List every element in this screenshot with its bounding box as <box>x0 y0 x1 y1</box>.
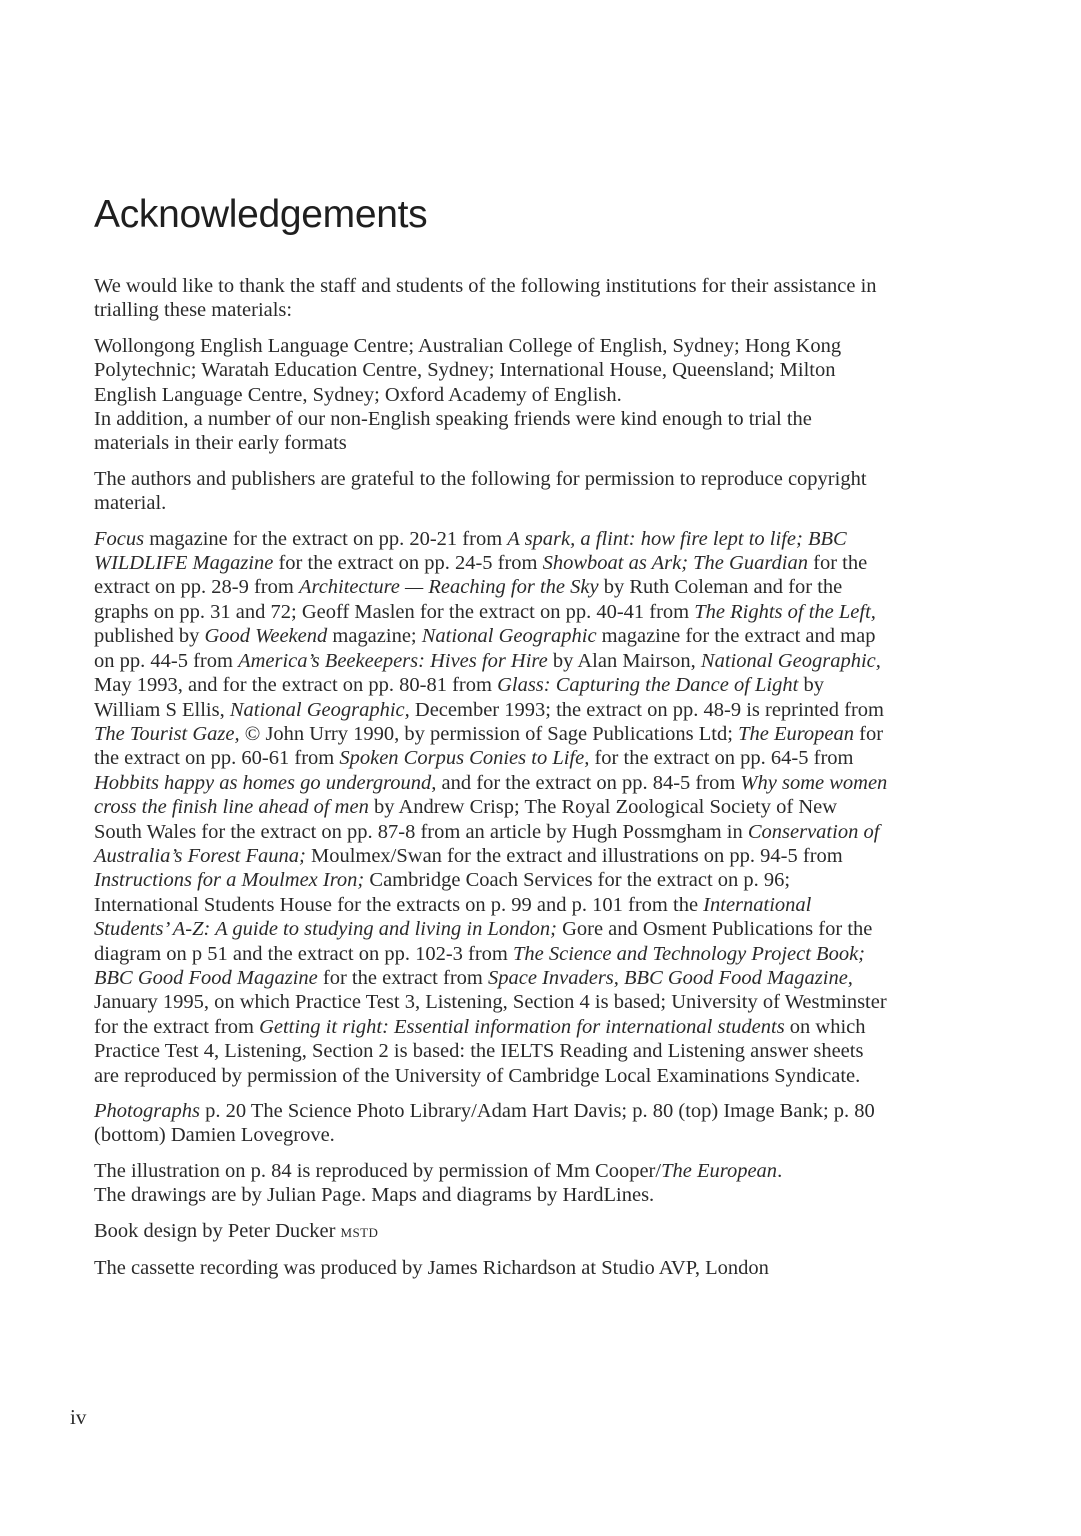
page-title: Acknowledgements <box>94 193 428 236</box>
page-number: iv <box>70 1405 87 1429</box>
drawings-credit: The drawings are by Julian Page. Maps and diagrams by HardLines. <box>94 1184 655 1207</box>
acknowledgements-body <box>94 274 978 1291</box>
photographs-paragraph: Photographs p. 20 The Science Photo Library/Adam Hart Davis; p. 80 (top) Image Bank; p. 80 (bottom) Damien Lovegrove. <box>94 1100 875 1147</box>
permission-intro-paragraph: The authors and publishers are grateful to the following for permission to reproduce copyright material. <box>94 467 867 515</box>
thanks-paragraph: We would like to thank the staff and students of the following institutions for their assistance in trialling these materials: <box>94 275 877 322</box>
designer-initials: MSTD <box>340 1224 379 1240</box>
book-design-text: Book design by Peter Ducker <box>94 1219 341 1242</box>
copyright-sources-paragraph: Focus magazine for the extract on pp. 20-21 from A spark, a flint: how fire lept to life; BBC WILDLIFE Magazine for the extract on pp. 24-5 from Showboat as Ark; The Guardian for the extract on pp. 28-9 from Architecture — Reaching for the Sky by Ruth Coleman and for the graphs on pp. 31 and 72; Geoff Maslen for the extract on pp. 40-41 from The Rights of the Left, published by Good Weekend magazine; National Geographic magazine for the extract and map on pp. 44-5 from America’s Beekeepers: Hives for Hire by Alan Mairson, National Geographic, May 1993, and for the extract on pp. 80-81 from Glass: Capturing the Dance of Light by William S Ellis, National Geographic, December 1993; the extract on pp. 48-9 is reprinted from The Tourist Gaze, © John Urry 1990, by permission of Sage Publications Ltd; The European for the extract on pp. 60-61 from Spoken Corpus Conies to Life, for the extract on pp. 64-5 from Hobbits happy as homes go underground, and for the extract on pp. 84-5 from Why some women cross the finish line ahead of men by Andrew Crisp; The Royal Zoological Society of New South Wales for the extract on pp. 87-8 from an article by Hugh Possmgham in Conservation of Australia’s Forest Fauna; Moulmex/Swan for the extract and illustrations on pp. 94-5 from Instructions for a Moulmex Iron; Cambridge Coach Services for the extract on p. 96; International Students House for the extracts on p. 99 and p. 101 from the International Students’ A-Z: A guide to studying and living in London; Gore and Osment Publications for the diagram on p 51 and the extract on pp. 102-3 from The Science and Technology Project Book; BBC Good Food Magazine for the extract from Space Invaders, BBC Good Food Magazine, January 1995, on which Practice Test 3, Listening, Section 4 is based; University of Westminster for the extract from Getting it right: Essential information for international students on which Practice Test 4, Listening, Section 2 is based: the IELTS Reading and Listening answer sheets are reproduced by permission of the University of Cambridge Local Examinations Syndicate. <box>94 527 888 1087</box>
illustration-credit: The illustration on p. 84 is reproduced by permission of Mm Cooper/The European. <box>94 1159 783 1182</box>
institutions-paragraph: Wollongong English Language Centre; Australian College of English, Sydney; Hong Kong Polytechnic; Waratah Education Centre, Sydney; International House, Queensland; Milton English Language Centre, Sydney; Oxford Academy of English. <box>94 334 842 406</box>
cassette-credit: The cassette recording was produced by James Richardson at Studio AVP, London <box>94 1257 769 1280</box>
book-design-credit <box>94 1219 978 1245</box>
friends-paragraph: In addition, a number of our non-English speaking friends were kind enough to trial the materials in their early formats <box>94 408 812 455</box>
